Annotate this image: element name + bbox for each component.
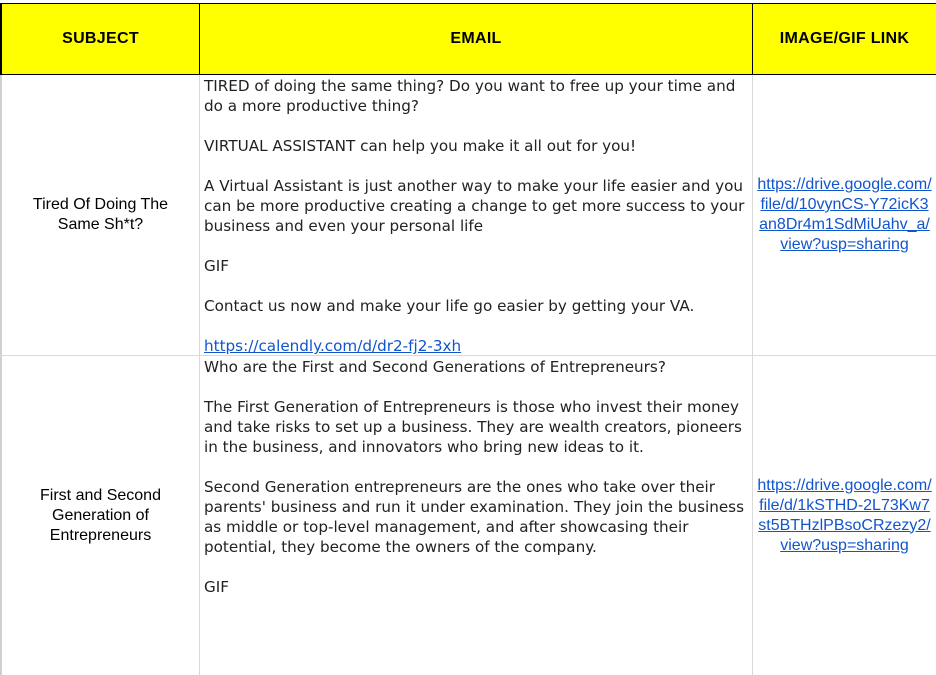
email-paragraph: The First Generation of Entrepreneurs is those who invest their money and take risks to set up a business. They are wealth creators, pioneers in the business, and innovators who bring new ideas to it. (204, 398, 742, 456)
subject-text: First and Second Generation of Entrepreneurs (40, 486, 161, 544)
email-cell[interactable] (200, 356, 753, 675)
header-image-link[interactable]: IMAGE/GIF LINK (779, 30, 910, 47)
subject-cell[interactable] (0, 356, 200, 675)
email-cell[interactable] (200, 75, 753, 355)
subject-cell[interactable] (0, 75, 200, 355)
email-paragraph: GIF (204, 578, 229, 596)
image-gif-link[interactable]: https://drive.google.com/file/d/1kSTHD-2L73Kw7st5BTHzlPBsoCRzezy2/view?usp=sharing (757, 476, 932, 554)
calendly-link[interactable]: https://calendly.com/d/dr2-fj2-3xh (204, 337, 462, 355)
email-paragraph: A Virtual Assistant is just another way to make your life easier and you can be more productive creating a change to get more success to your business and even your personal life (204, 177, 745, 235)
email-paragraph: Second Generation entrepreneurs are the ones who take over their parents' business and run it under examination. They join the business as middle or top-level management, and after showcasing their potential, they become the owners of the company. (204, 478, 745, 556)
email-paragraph: Contact us now and make your life go easier by getting your VA. (204, 297, 695, 315)
email-paragraph: TIRED of doing the same thing? Do you want to free up your time and do a more productive thing? (204, 77, 736, 115)
email-link-paragraph (204, 336, 748, 355)
table-row (0, 356, 936, 675)
header-email[interactable]: EMAIL (200, 4, 753, 74)
header-row (0, 3, 936, 75)
header-subject[interactable]: SUBJECT (0, 4, 200, 74)
image-link-cell[interactable] (753, 75, 936, 355)
image-link-cell[interactable] (753, 356, 936, 675)
table-row (0, 75, 936, 356)
email-paragraph: VIRTUAL ASSISTANT can help you make it all out for you! (204, 137, 637, 155)
image-gif-link[interactable]: https://drive.google.com/file/d/10vynCS-Y72icK3an8Dr4m1SdMiUahv_a/view?usp=sharing (757, 176, 932, 253)
email-paragraph: GIF (204, 257, 229, 275)
subject-text: Tired Of Doing The Same Sh*t? (32, 196, 169, 233)
email-paragraph: Who are the First and Second Generations of Entrepreneurs? (204, 358, 666, 376)
